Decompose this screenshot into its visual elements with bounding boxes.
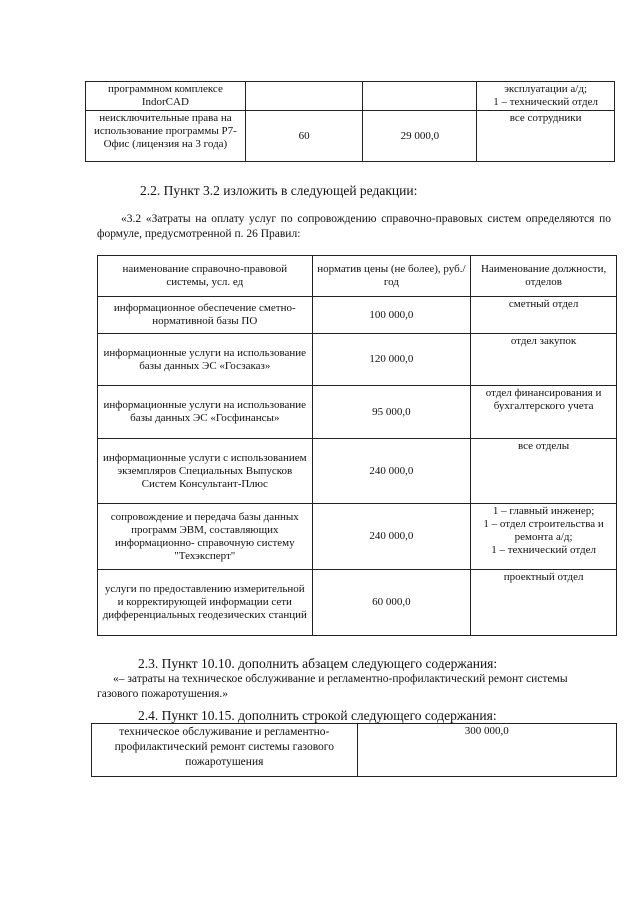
table-cell-price: 300 000,0 — [357, 724, 616, 777]
section-paragraph-2-2: «3.2 «Затраты на оплату услуг по сопровождению справочно-правовых систем определяются по формуле, предусмотренной п. 26 Правил: — [97, 213, 611, 240]
table-cell-name: информационные услуги с использованием экземпляров Специальных Выпусков Систем Консультант-Плюс — [98, 439, 313, 504]
table-row — [98, 439, 617, 504]
table-row — [98, 570, 617, 636]
table-cell-name: услуги по предоставлению измерительной и корректирующей информации сети дифференциальных геодезических станций — [98, 570, 313, 636]
table-header-row — [98, 256, 617, 297]
reference-systems-table — [97, 255, 617, 636]
table-row — [98, 334, 617, 386]
table-cell-price: 240 000,0 — [312, 504, 471, 570]
section-heading-2-2: 2.2. Пункт 3.2 изложить в следующей редакции: — [140, 183, 418, 198]
table-cell-name: информационное обеспечение сметно-нормативной базы ПО — [98, 297, 313, 334]
table-cell-price: 240 000,0 — [312, 439, 471, 504]
table-row — [98, 386, 617, 439]
table-cell-dept: отдел финансирования и бухгалтерского учета — [471, 386, 617, 439]
table-cell-dept: проектный отдел — [471, 570, 617, 636]
table-cell-norm — [245, 82, 363, 111]
table-cell-price — [363, 82, 477, 111]
table-cell-name: сопровождение и передача базы данных программ ЭВМ, составляющих информационно- справочную систему "Техэксперт" — [98, 504, 313, 570]
section-heading-2-4: 2.4. Пункт 10.15. дополнить строкой следующего содержания: — [138, 708, 497, 723]
table-row — [86, 111, 615, 162]
table-cell-dept: все сотрудники — [477, 111, 615, 162]
table-cell-name: программном комплексе IndorCAD — [86, 82, 246, 111]
column-header-name: наименование справочно-правовой системы, усл. ед — [98, 256, 313, 297]
table-cell-name: информационные услуги на использование базы данных ЭС «Госзаказ» — [98, 334, 313, 386]
table-row — [98, 297, 617, 334]
table-cell-dept: сметный отдел — [471, 297, 617, 334]
equipment-table — [85, 81, 615, 162]
table-row — [98, 504, 617, 570]
table-row — [86, 82, 615, 111]
column-header-dept: Наименование должности, отделов — [471, 256, 617, 297]
table-cell-dept: 1 – главный инженер; 1 – отдел строительства и ремонта а/д; 1 – технический отдел — [471, 504, 617, 570]
table-row — [92, 724, 617, 777]
table-cell-price: 60 000,0 — [312, 570, 471, 636]
table-cell-price: 95 000,0 — [312, 386, 471, 439]
table-cell-name: неисключительные права на использование программы Р7-Офис (лицензия на 3 года) — [86, 111, 246, 162]
section-heading-2-3: 2.3. Пункт 10.10. дополнить абзацем следующего содержания: — [138, 656, 498, 671]
table-cell-name: информационные услуги на использование базы данных ЭС «Госфинансы» — [98, 386, 313, 439]
table-cell-dept: эксплуатации а/д; 1 – технический отдел — [477, 82, 615, 111]
table-cell-dept: отдел закупок — [471, 334, 617, 386]
table-cell-price: 120 000,0 — [312, 334, 471, 386]
table-cell-name: техническое обслуживание и регламентно-профилактический ремонт системы газового пожаротушения — [92, 724, 358, 777]
table-cell-dept: все отделы — [471, 439, 617, 504]
table-cell-norm: 60 — [245, 111, 363, 162]
section-paragraph-2-3: «– затраты на техническое обслуживание и регламентно-профилактический ремонт системы газового пожаротушения.» — [97, 673, 568, 700]
table-cell-price: 29 000,0 — [363, 111, 477, 162]
column-header-price: норматив цены (не более), руб./год — [312, 256, 471, 297]
fire-extinguishing-table — [91, 723, 617, 777]
table-cell-price: 100 000,0 — [312, 297, 471, 334]
